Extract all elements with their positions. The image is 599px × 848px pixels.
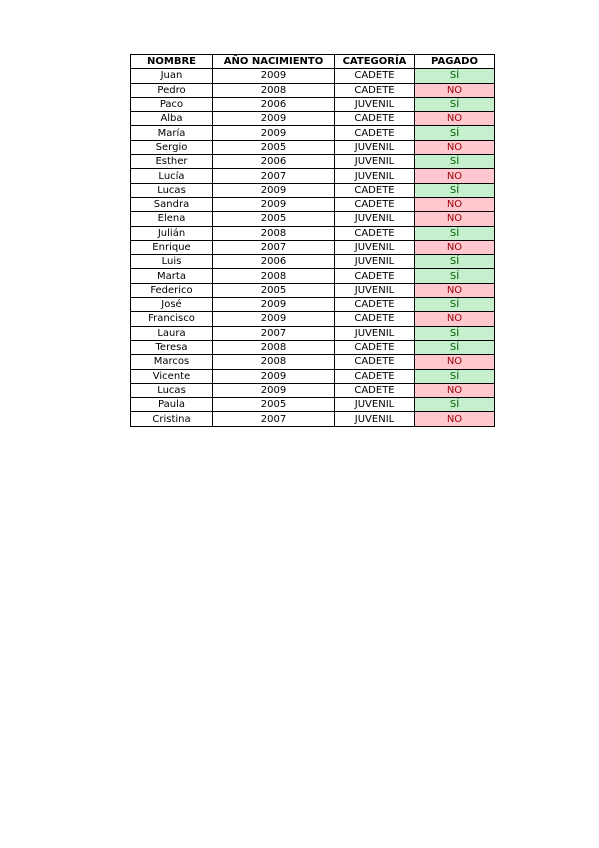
cell-anio-nacimiento: 2008 [213, 340, 335, 354]
table-row [131, 298, 495, 312]
cell-nombre: Julián [131, 226, 213, 240]
cell-anio-nacimiento: 2006 [213, 255, 335, 269]
cell-anio-nacimiento: 2009 [213, 312, 335, 326]
cell-anio-nacimiento: 2008 [213, 269, 335, 283]
cell-categoria: CADETE [335, 226, 415, 240]
table-row [131, 283, 495, 297]
cell-pagado: SÍ [415, 155, 495, 169]
cell-categoria: JUVENIL [335, 140, 415, 154]
table-row [131, 97, 495, 111]
cell-pagado: SÍ [415, 226, 495, 240]
cell-anio-nacimiento: 2006 [213, 155, 335, 169]
table-row [131, 197, 495, 211]
table-row [131, 369, 495, 383]
table-row [131, 269, 495, 283]
cell-categoria: CADETE [335, 298, 415, 312]
cell-nombre: Laura [131, 326, 213, 340]
cell-nombre: Alba [131, 112, 213, 126]
table-row [131, 240, 495, 254]
table-row [131, 398, 495, 412]
cell-anio-nacimiento: 2009 [213, 183, 335, 197]
table-row [131, 312, 495, 326]
table-row [131, 69, 495, 83]
cell-categoria: CADETE [335, 340, 415, 354]
cell-categoria: CADETE [335, 369, 415, 383]
cell-nombre: Esther [131, 155, 213, 169]
table-row [131, 255, 495, 269]
cell-nombre: Pedro [131, 83, 213, 97]
table-row [131, 126, 495, 140]
cell-nombre: José [131, 298, 213, 312]
cell-pagado: NO [415, 383, 495, 397]
cell-categoria: CADETE [335, 197, 415, 211]
cell-categoria: JUVENIL [335, 169, 415, 183]
cell-categoria: CADETE [335, 383, 415, 397]
header-nombre: NOMBRE [131, 55, 213, 69]
cell-anio-nacimiento: 2009 [213, 197, 335, 211]
cell-anio-nacimiento: 2006 [213, 97, 335, 111]
table-row [131, 340, 495, 354]
cell-categoria: CADETE [335, 112, 415, 126]
table-row [131, 155, 495, 169]
cell-pagado: NO [415, 140, 495, 154]
cell-categoria: JUVENIL [335, 240, 415, 254]
cell-pagado: NO [415, 212, 495, 226]
cell-anio-nacimiento: 2007 [213, 169, 335, 183]
cell-pagado: NO [415, 283, 495, 297]
cell-pagado: SÍ [415, 340, 495, 354]
cell-categoria: CADETE [335, 312, 415, 326]
table-row [131, 383, 495, 397]
cell-nombre: Elena [131, 212, 213, 226]
cell-pagado: SÍ [415, 326, 495, 340]
cell-nombre: Teresa [131, 340, 213, 354]
cell-nombre: Juan [131, 69, 213, 83]
cell-categoria: CADETE [335, 126, 415, 140]
table-header [131, 55, 495, 69]
cell-nombre: Sergio [131, 140, 213, 154]
cell-nombre: Lucas [131, 383, 213, 397]
table-row [131, 226, 495, 240]
cell-categoria: CADETE [335, 183, 415, 197]
cell-anio-nacimiento: 2005 [213, 398, 335, 412]
cell-anio-nacimiento: 2008 [213, 83, 335, 97]
cell-nombre: Marcos [131, 355, 213, 369]
cell-categoria: JUVENIL [335, 412, 415, 426]
cell-nombre: Marta [131, 269, 213, 283]
cell-nombre: Sandra [131, 197, 213, 211]
cell-categoria: JUVENIL [335, 398, 415, 412]
cell-anio-nacimiento: 2007 [213, 412, 335, 426]
cell-anio-nacimiento: 2008 [213, 355, 335, 369]
cell-pagado: SÍ [415, 126, 495, 140]
cell-pagado: SÍ [415, 369, 495, 383]
table-row [131, 83, 495, 97]
cell-anio-nacimiento: 2009 [213, 383, 335, 397]
cell-nombre: Lucas [131, 183, 213, 197]
table-row [131, 355, 495, 369]
cell-pagado: SÍ [415, 398, 495, 412]
header-pagado: PAGADO [415, 55, 495, 69]
cell-categoria: CADETE [335, 269, 415, 283]
cell-categoria: JUVENIL [335, 255, 415, 269]
cell-pagado: SÍ [415, 69, 495, 83]
table-row [131, 169, 495, 183]
cell-nombre: Paula [131, 398, 213, 412]
table-row [131, 412, 495, 426]
cell-pagado: NO [415, 312, 495, 326]
cell-nombre: María [131, 126, 213, 140]
cell-nombre: Federico [131, 283, 213, 297]
cell-pagado: NO [415, 112, 495, 126]
table-row [131, 112, 495, 126]
table-body [131, 69, 495, 426]
cell-nombre: Francisco [131, 312, 213, 326]
cell-categoria: CADETE [335, 355, 415, 369]
cell-categoria: JUVENIL [335, 155, 415, 169]
cell-nombre: Lucía [131, 169, 213, 183]
header-row [131, 55, 495, 69]
header-anio-nacimiento: AÑO NACIMIENTO [213, 55, 335, 69]
cell-nombre: Cristina [131, 412, 213, 426]
cell-nombre: Luis [131, 255, 213, 269]
cell-pagado: NO [415, 355, 495, 369]
cell-nombre: Vicente [131, 369, 213, 383]
cell-nombre: Paco [131, 97, 213, 111]
cell-categoria: JUVENIL [335, 97, 415, 111]
table-row [131, 183, 495, 197]
cell-categoria: JUVENIL [335, 283, 415, 297]
cell-anio-nacimiento: 2007 [213, 326, 335, 340]
cell-categoria: CADETE [335, 83, 415, 97]
cell-pagado: NO [415, 169, 495, 183]
header-categoria: CATEGORÍA [335, 55, 415, 69]
cell-categoria: JUVENIL [335, 212, 415, 226]
cell-pagado: SÍ [415, 183, 495, 197]
cell-nombre: Enrique [131, 240, 213, 254]
cell-pagado: NO [415, 412, 495, 426]
cell-anio-nacimiento: 2005 [213, 140, 335, 154]
cell-anio-nacimiento: 2009 [213, 369, 335, 383]
cell-anio-nacimiento: 2009 [213, 126, 335, 140]
cell-pagado: NO [415, 197, 495, 211]
cell-pagado: SÍ [415, 269, 495, 283]
table-row [131, 326, 495, 340]
cell-pagado: NO [415, 83, 495, 97]
cell-anio-nacimiento: 2005 [213, 212, 335, 226]
cell-pagado: NO [415, 240, 495, 254]
player-payment-table [130, 54, 495, 427]
table-row [131, 212, 495, 226]
cell-pagado: SÍ [415, 298, 495, 312]
cell-anio-nacimiento: 2009 [213, 298, 335, 312]
cell-pagado: SÍ [415, 97, 495, 111]
cell-categoria: CADETE [335, 69, 415, 83]
cell-anio-nacimiento: 2007 [213, 240, 335, 254]
cell-anio-nacimiento: 2008 [213, 226, 335, 240]
table-row [131, 140, 495, 154]
cell-anio-nacimiento: 2009 [213, 112, 335, 126]
cell-anio-nacimiento: 2005 [213, 283, 335, 297]
cell-categoria: JUVENIL [335, 326, 415, 340]
cell-anio-nacimiento: 2009 [213, 69, 335, 83]
cell-pagado: SÍ [415, 255, 495, 269]
